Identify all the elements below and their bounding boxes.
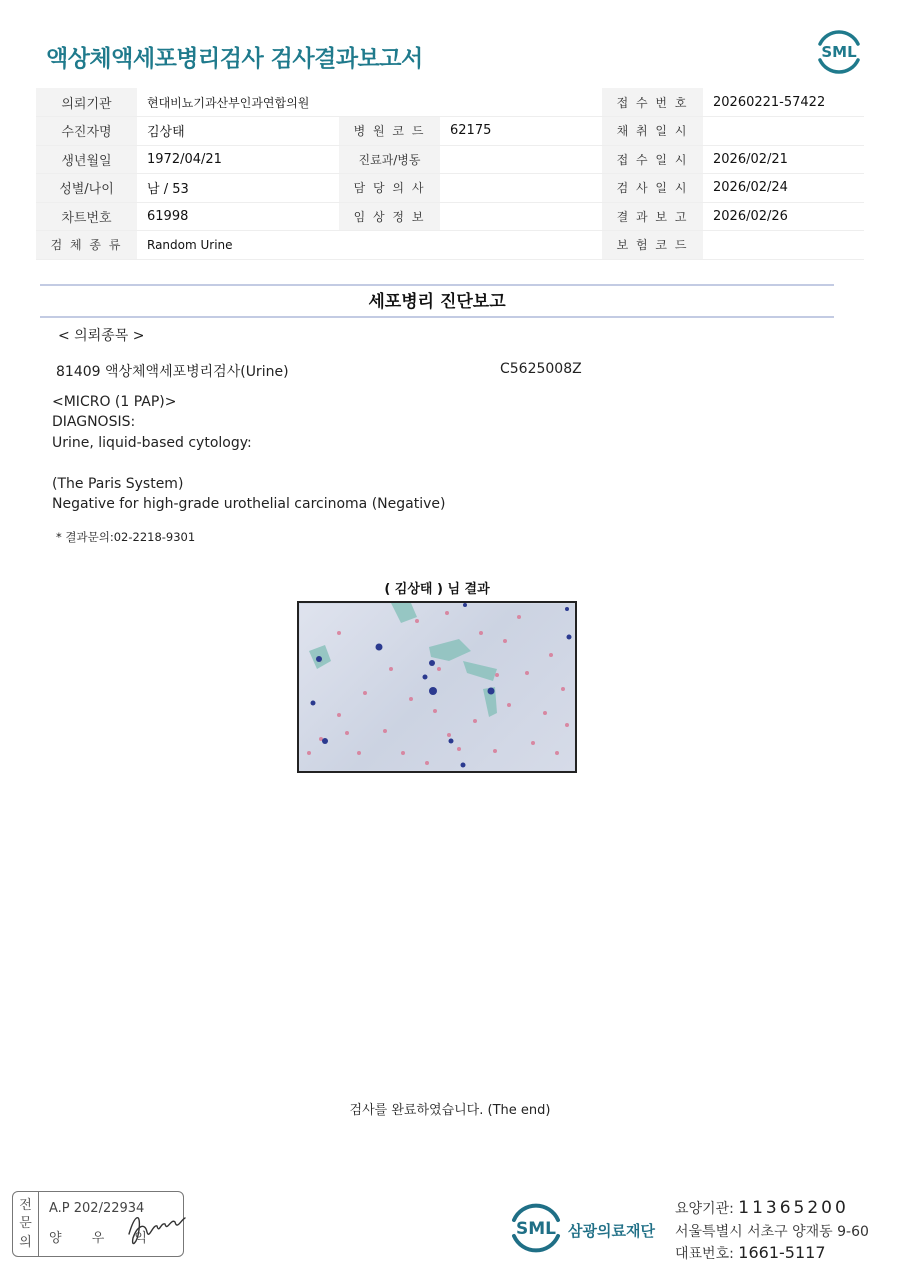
address: 서울특별시 서초구 양재동 9-60 [675, 1224, 869, 1240]
care-institution-label: 요양기관: [675, 1201, 734, 1217]
care-institution-number: 11365200 [738, 1198, 849, 1218]
request-items-heading: < 의뢰종목 > [58, 328, 145, 344]
collection-date-value [703, 117, 864, 146]
stamp-label-char: 문 [19, 1216, 32, 1232]
insurance-code-value [703, 231, 864, 260]
hospital-code-label: 병 원 코 드 [339, 117, 440, 146]
phone-number: 1661-5117 [738, 1243, 826, 1262]
dept-label: 진료과/병동 [339, 145, 440, 174]
doctor-label: 담 당 의 사 [339, 174, 440, 203]
sex-age-value: 남 / 53 [137, 174, 339, 203]
section-divider-top [40, 284, 834, 286]
cytology-cells-icon [299, 603, 575, 771]
stamp-ap-number: A.P 202/22934 [49, 1201, 145, 1216]
chart-no-value: 61998 [137, 202, 339, 231]
sml-logo-text: SML [821, 43, 857, 61]
dob-label: 생년월일 [36, 145, 137, 174]
phone-label: 대표번호: [675, 1246, 734, 1262]
table-row [36, 174, 864, 203]
report-date-value: 2026/02/26 [703, 202, 864, 231]
classification-system: (The Paris System) [52, 476, 184, 492]
foundation-name: 삼광의료재단 [568, 1222, 655, 1240]
stamp-pathologist-name: 양 우 익 [49, 1231, 160, 1246]
micro-line: <MICRO (1 PAP)> [52, 394, 177, 410]
end-message: 검사를 완료하였습니다. (The end) [349, 1103, 551, 1118]
diagnosis-label: DIAGNOSIS: [52, 414, 136, 430]
receipt-date-label: 접 수 일 시 [602, 145, 703, 174]
sml-footer-logo-icon [508, 1198, 564, 1256]
exam-date-label: 검 사 일 시 [602, 174, 703, 203]
image-caption: ( 김상태 ) 님 결과 [384, 582, 490, 597]
diagnosis-specimen: Urine, liquid-based cytology: [52, 435, 252, 451]
pathologist-stamp [12, 1191, 184, 1257]
stamp-label-char: 의 [19, 1235, 32, 1251]
table-row [36, 231, 864, 260]
report-date-label: 결 과 보 고 [602, 202, 703, 231]
doctor-value [440, 174, 602, 203]
phone [675, 1243, 826, 1263]
stamp-label [13, 1192, 39, 1256]
specimen-value: Random Urine [137, 231, 602, 260]
receipt-no-value: 20260221-57422 [703, 88, 864, 117]
receipt-no-label: 접 수 번 호 [602, 88, 703, 117]
report-title: 액상체액세포병리검사 검사결과보고서 [46, 46, 423, 72]
exam-date-value: 2026/02/24 [703, 174, 864, 203]
table-row [36, 88, 864, 117]
patient-value: 김상태 [137, 117, 339, 146]
stamp-label-char: 전 [19, 1197, 32, 1213]
collection-date-label: 채 취 일 시 [602, 117, 703, 146]
table-row [36, 117, 864, 146]
section-title: 세포병리 진단보고 [368, 292, 506, 312]
dob-value: 1972/04/21 [137, 145, 339, 174]
signature-icon [125, 1204, 189, 1250]
requesting-org-label: 의뢰기관 [36, 88, 137, 117]
care-institution [675, 1198, 849, 1218]
clinical-info-label: 임 상 정 보 [339, 202, 440, 231]
receipt-date-value: 2026/02/21 [703, 145, 864, 174]
test-code: C5625008Z [500, 361, 582, 377]
table-row [36, 145, 864, 174]
hospital-code-value: 62175 [440, 117, 602, 146]
cytology-image [297, 601, 577, 773]
patient-label: 수진자명 [36, 117, 137, 146]
insurance-code-label: 보 험 코 드 [602, 231, 703, 260]
sex-age-label: 성별/나이 [36, 174, 137, 203]
section-divider-bottom [40, 316, 834, 318]
specimen-label: 검 체 종 류 [36, 231, 137, 260]
sml-logo-icon [814, 28, 864, 74]
test-item: 81409 액상체액세포병리검사(Urine) [56, 364, 289, 380]
chart-no-label: 차트번호 [36, 202, 137, 231]
diagnosis-result: Negative for high-grade urothelial carcinoma (Negative) [52, 496, 446, 512]
patient-info-table [36, 88, 864, 260]
table-row [36, 202, 864, 231]
sml-footer-logo-text: SML [516, 1219, 556, 1239]
contact-info: * 결과문의:02-2218-9301 [56, 530, 196, 544]
requesting-org-value: 현대비뇨기과산부인과연합의원 [137, 88, 602, 117]
clinical-info-value [440, 202, 602, 231]
dept-value [440, 145, 602, 174]
